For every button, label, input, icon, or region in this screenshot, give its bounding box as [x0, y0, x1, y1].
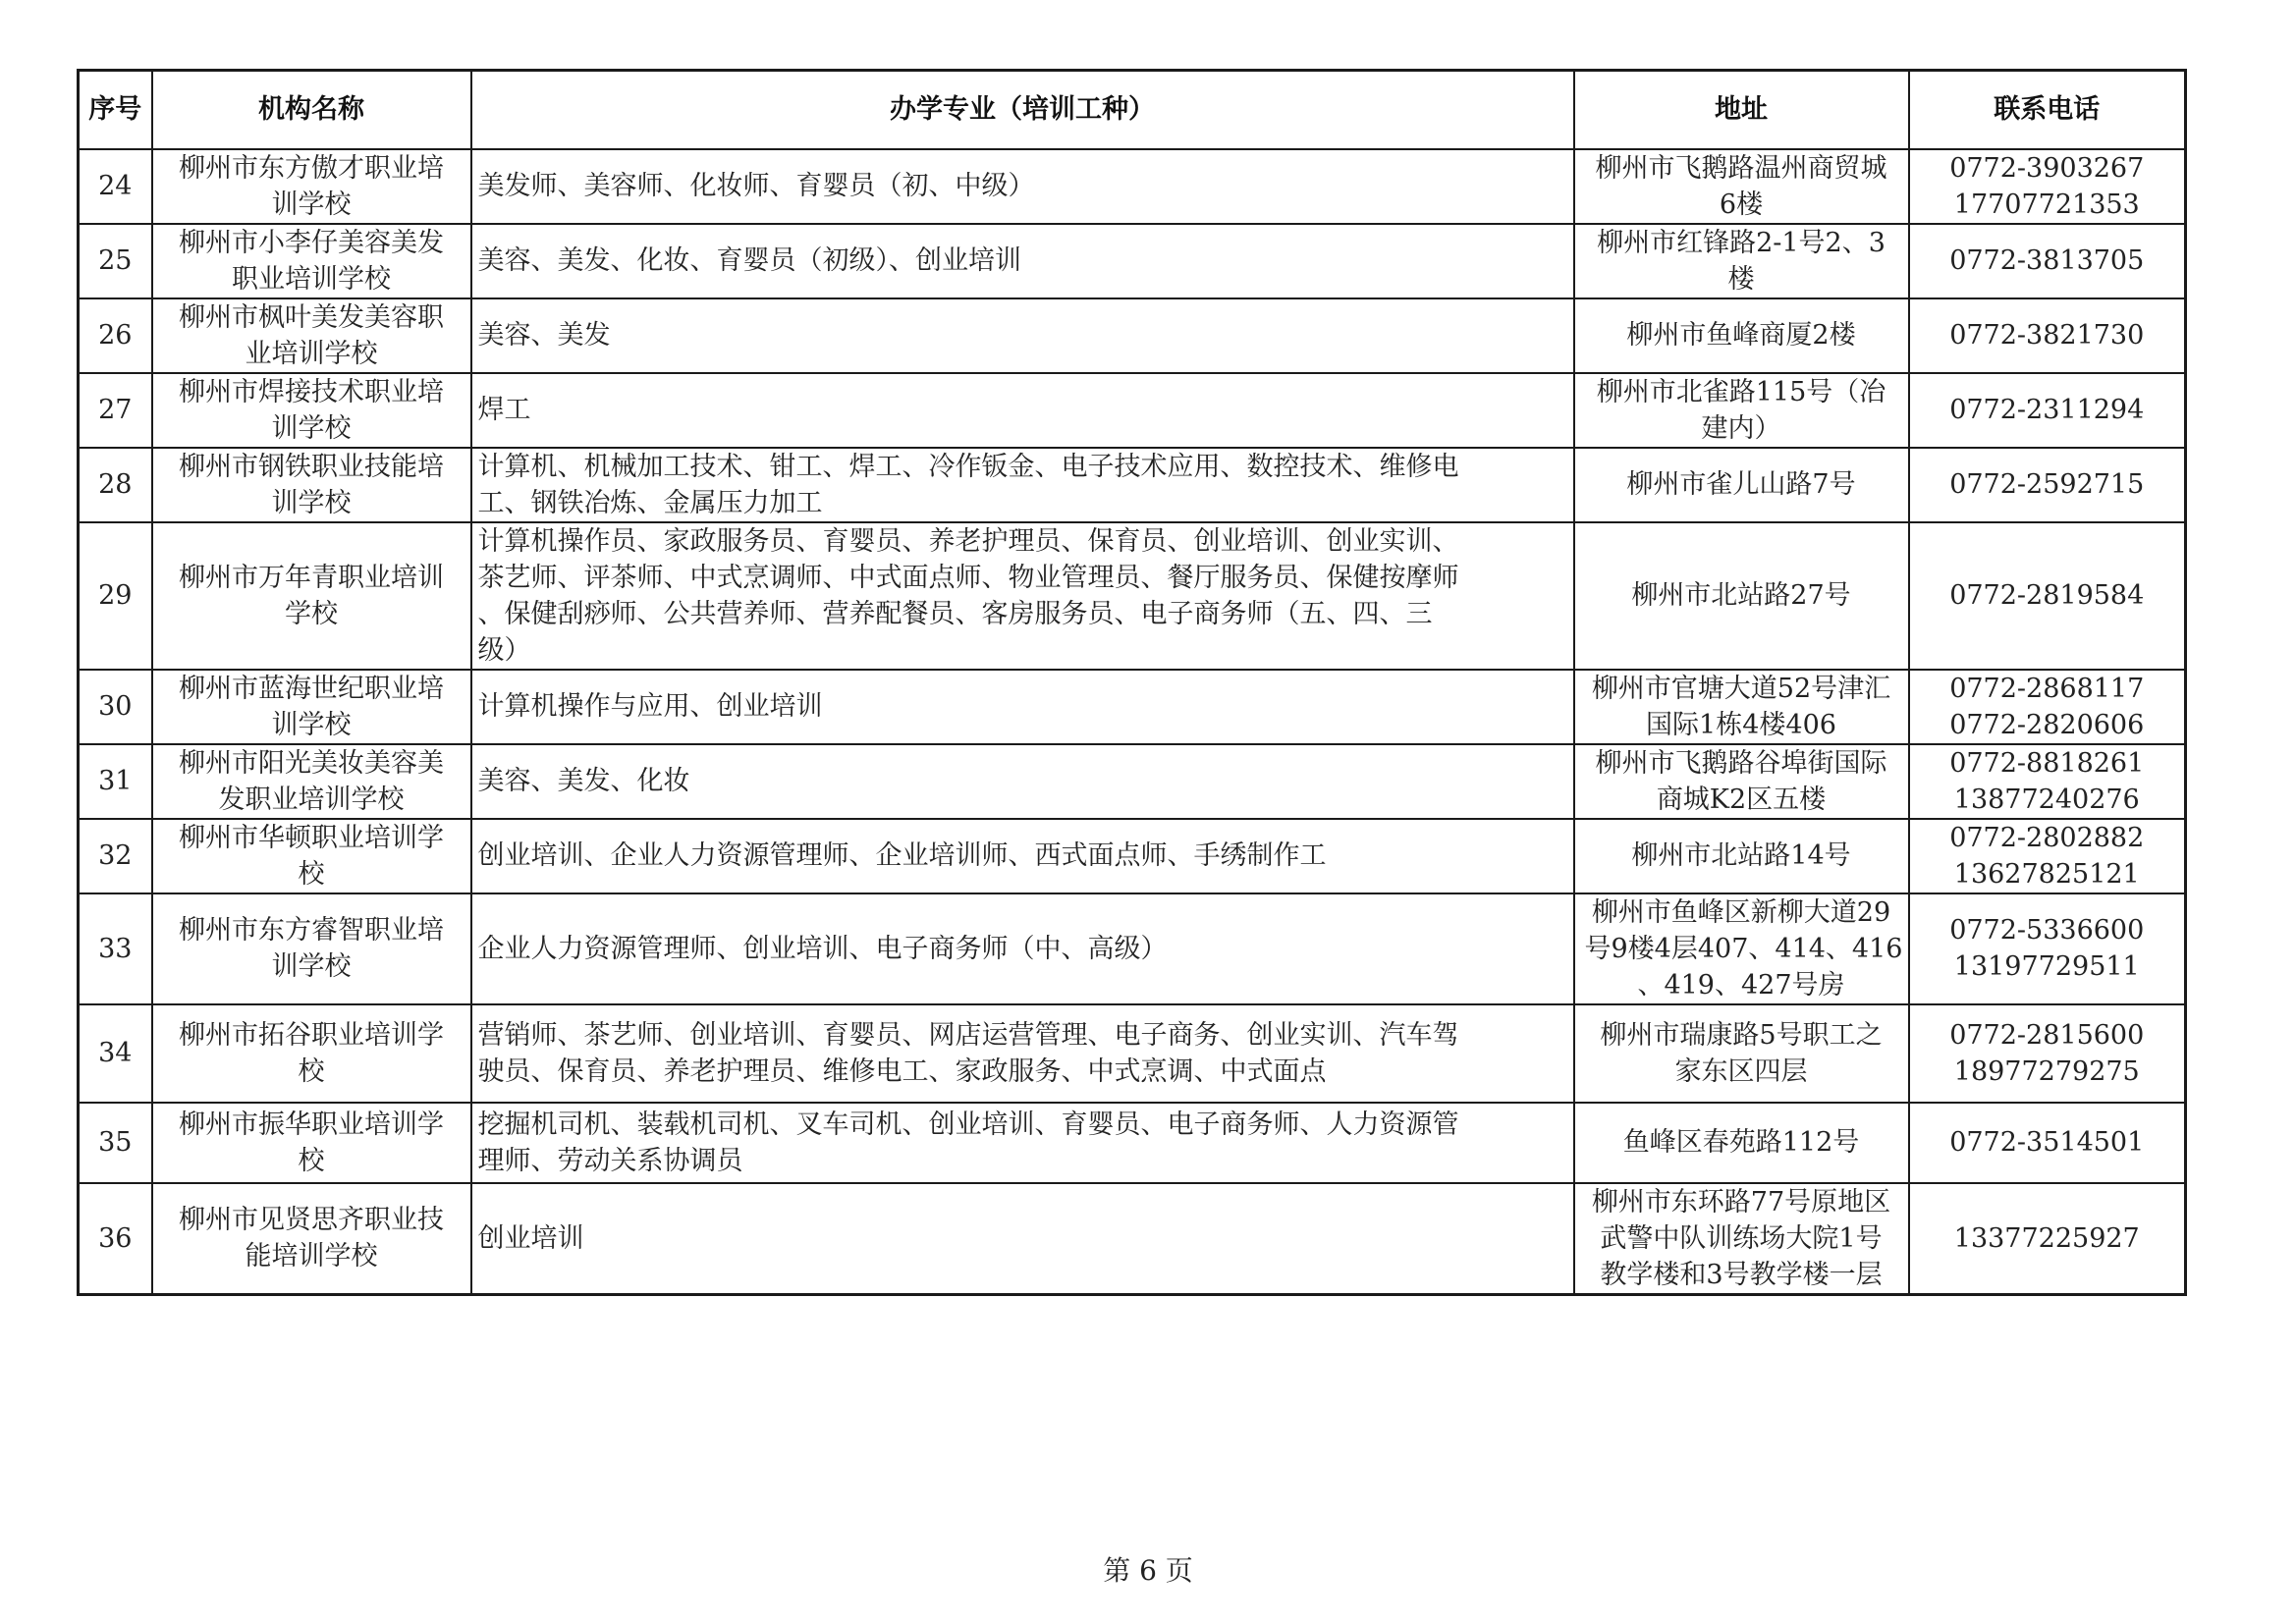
cell-no: 34 — [79, 1004, 152, 1103]
table-row — [79, 298, 2186, 373]
cell-specialty-line: 营销师、茶艺师、创业培训、育婴员、网店运营管理、电子商务、创业实训、汽车驾 — [477, 1019, 1459, 1051]
cell-address-line: 柳州市飞鹅路温州商贸城 — [1595, 152, 1887, 184]
cell-specialty-line: 茶艺师、评茶师、中式烹调师、中式面点师、物业管理员、餐厅服务员、保健按摩师 — [477, 562, 1459, 593]
cell-institution-name — [152, 1183, 471, 1295]
cell-no: 24 — [79, 149, 152, 224]
cell-institution-name — [152, 893, 471, 1004]
cell-specialty — [471, 1004, 1574, 1103]
header-phone: 联系电话 — [1909, 71, 2186, 149]
cell-specialty — [471, 448, 1574, 522]
cell-address — [1574, 1004, 1909, 1103]
cell-phone-line: 0772-5336600 — [1949, 915, 2145, 946]
cell-institution-name-line: 柳州市万年青职业培训 — [179, 562, 444, 593]
cell-specialty-line: 美容、美发、化妆 — [477, 766, 690, 796]
cell-phone-line: 0772-2820606 — [1949, 709, 2145, 740]
cell-address — [1574, 298, 1909, 373]
cell-specialty-line: 理师、劳动关系协调员 — [477, 1145, 743, 1176]
cell-address — [1574, 224, 1909, 298]
cell-address-line: 号9楼4层407、414、416 — [1584, 933, 1903, 964]
cell-phone-line: 0772-2815600 — [1949, 1019, 2145, 1051]
cell-address-line: 楼 — [1727, 263, 1755, 295]
cell-address-line: 柳州市北站路27号 — [1631, 580, 1851, 611]
cell-phone-line: 17707721353 — [1953, 189, 2140, 220]
cell-specialty — [471, 819, 1574, 893]
cell-no: 32 — [79, 819, 152, 893]
cell-institution-name — [152, 448, 471, 522]
cell-no: 26 — [79, 298, 152, 373]
cell-specialty-line: 创业培训、企业人力资源管理师、企业培训师、西式面点师、手绣制作工 — [477, 840, 1327, 871]
cell-institution-name-line: 校 — [298, 1055, 325, 1087]
cell-address-line: 柳州市鱼峰区新柳大道29 — [1591, 896, 1891, 928]
cell-specialty-line: 美容、美发、化妆、育婴员（初级）、创业培训 — [477, 245, 1021, 276]
cell-specialty — [471, 1103, 1574, 1183]
cell-no: 29 — [79, 522, 152, 670]
cell-institution-name-line: 发职业培训学校 — [218, 784, 405, 815]
cell-phone — [1909, 1183, 2186, 1295]
cell-phone — [1909, 1103, 2186, 1183]
cell-institution-name-line: 柳州市蓝海世纪职业培 — [179, 673, 444, 704]
cell-address-line: 柳州市瑞康路5号职工之 — [1600, 1019, 1883, 1051]
cell-phone — [1909, 1004, 2186, 1103]
table-row — [79, 670, 2186, 744]
cell-address — [1574, 373, 1909, 448]
cell-specialty-line: 美发师、美容师、化妆师、育婴员（初、中级） — [477, 171, 1035, 201]
cell-institution-name-line: 柳州市阳光美妆美容美 — [179, 747, 444, 779]
cell-specialty-line: 计算机、机械加工技术、钳工、焊工、冷作钣金、电子技术应用、数控技术、维修电 — [477, 451, 1459, 482]
cell-specialty-line: 工、钢铁冶炼、金属压力加工 — [477, 487, 823, 518]
cell-address — [1574, 670, 1909, 744]
table-row — [79, 893, 2186, 1004]
cell-institution-name-line: 训学校 — [271, 189, 352, 220]
table-row — [79, 1004, 2186, 1103]
cell-address — [1574, 149, 1909, 224]
cell-specialty — [471, 670, 1574, 744]
cell-phone — [1909, 819, 2186, 893]
cell-specialty-line: 级） — [477, 634, 531, 666]
table-row — [79, 149, 2186, 224]
table-row — [79, 224, 2186, 298]
cell-specialty-line: 创业培训 — [477, 1222, 584, 1254]
cell-institution-name-line: 柳州市钢铁职业技能培 — [179, 451, 444, 482]
cell-specialty-line: 美容、美发 — [477, 320, 611, 351]
cell-institution-name-line: 柳州市小李仔美容美发 — [179, 227, 444, 258]
cell-institution-name — [152, 224, 471, 298]
cell-institution-name-line: 柳州市枫叶美发美容职 — [179, 301, 444, 333]
cell-phone-line: 0772-2592715 — [1949, 469, 2145, 500]
table-row — [79, 1103, 2186, 1183]
cell-institution-name-line: 柳州市东方傲才职业培 — [179, 152, 444, 184]
header-row — [79, 71, 2186, 149]
cell-address — [1574, 1103, 1909, 1183]
cell-institution-name-line: 柳州市华顿职业培训学 — [179, 822, 444, 853]
cell-phone-line: 13627825121 — [1953, 858, 2140, 890]
cell-institution-name — [152, 373, 471, 448]
header-specialty: 办学专业（培训工种） — [471, 71, 1574, 149]
cell-specialty-line: 驶员、保育员、养老护理员、维修电工、家政服务、中式烹调、中式面点 — [477, 1055, 1327, 1087]
cell-no: 31 — [79, 744, 152, 819]
cell-institution-name — [152, 819, 471, 893]
table-row — [79, 448, 2186, 522]
table-row — [79, 819, 2186, 893]
cell-institution-name-line: 训学校 — [271, 709, 352, 740]
cell-institution-name-line: 柳州市东方睿智职业培 — [179, 915, 444, 946]
cell-institution-name-line: 训学校 — [271, 487, 352, 518]
page-number: 第 6 页 — [1103, 1554, 1193, 1587]
cell-phone-line: 18977279275 — [1953, 1055, 2140, 1087]
cell-institution-name-line: 校 — [298, 1145, 325, 1176]
cell-institution-name-line: 柳州市振华职业培训学 — [179, 1109, 444, 1140]
cell-address-line: 6楼 — [1719, 189, 1764, 220]
cell-address — [1574, 448, 1909, 522]
cell-phone-line: 0772-2802882 — [1949, 822, 2145, 853]
cell-address-line: 鱼峰区春苑路112号 — [1622, 1127, 1860, 1158]
cell-address-line: 建内） — [1701, 412, 1781, 444]
cell-institution-name-line: 柳州市焊接技术职业培 — [179, 376, 444, 407]
cell-phone-line: 0772-8818261 — [1949, 747, 2145, 779]
cell-specialty — [471, 298, 1574, 373]
cell-specialty-line: 挖掘机司机、装载机司机、叉车司机、创业培训、育婴员、电子商务师、人力资源管 — [477, 1109, 1459, 1140]
cell-specialty-line: 计算机操作与应用、创业培训 — [477, 691, 823, 722]
cell-specialty — [471, 149, 1574, 224]
cell-specialty-line: 计算机操作员、家政服务员、育婴员、养老护理员、保育员、创业培训、创业实训、 — [477, 525, 1459, 557]
cell-address-line: 柳州市鱼峰商厦2楼 — [1626, 320, 1856, 351]
cell-address-line: 柳州市北站路14号 — [1631, 840, 1851, 871]
cell-specialty — [471, 224, 1574, 298]
cell-phone-line: 0772-3821730 — [1949, 320, 2145, 351]
cell-institution-name-line: 学校 — [285, 598, 338, 629]
header-address: 地址 — [1574, 71, 1909, 149]
cell-institution-name-line: 柳州市拓谷职业培训学 — [179, 1019, 444, 1051]
cell-institution-name — [152, 522, 471, 670]
cell-institution-name-line: 训学校 — [271, 412, 352, 444]
cell-phone-line: 0772-2868117 — [1949, 673, 2145, 704]
cell-specialty — [471, 1183, 1574, 1295]
cell-specialty — [471, 893, 1574, 1004]
cell-no: 27 — [79, 373, 152, 448]
cell-address — [1574, 744, 1909, 819]
cell-address-line: 国际1栋4楼406 — [1646, 709, 1836, 740]
header-name: 机构名称 — [152, 71, 471, 149]
cell-specialty — [471, 744, 1574, 819]
cell-phone — [1909, 224, 2186, 298]
cell-institution-name-line: 柳州市见贤思齐职业技 — [179, 1205, 444, 1235]
cell-no: 36 — [79, 1183, 152, 1295]
cell-phone-line: 13377225927 — [1953, 1222, 2140, 1254]
cell-phone — [1909, 149, 2186, 224]
cell-no: 33 — [79, 893, 152, 1004]
cell-address-line: 教学楼和3号教学楼一层 — [1600, 1259, 1883, 1290]
table-header — [79, 71, 2186, 149]
cell-phone-line: 0772-3514501 — [1949, 1127, 2145, 1158]
cell-institution-name-line: 能培训学校 — [245, 1241, 378, 1271]
cell-phone-line: 0772-3813705 — [1949, 245, 2145, 276]
cell-specialty — [471, 373, 1574, 448]
cell-address-line: 柳州市飞鹅路谷埠街国际 — [1595, 747, 1887, 779]
cell-institution-name — [152, 744, 471, 819]
cell-phone-line: 0772-2311294 — [1949, 395, 2145, 425]
table-row — [79, 1183, 2186, 1295]
table-row — [79, 744, 2186, 819]
cell-no: 25 — [79, 224, 152, 298]
table-row — [79, 522, 2186, 670]
cell-address — [1574, 819, 1909, 893]
cell-address-line: 武警中队训练场大院1号 — [1600, 1222, 1883, 1254]
cell-phone-line: 0772-3903267 — [1949, 152, 2145, 184]
training-schools-table — [77, 69, 2187, 1296]
cell-address-line: 家东区四层 — [1674, 1055, 1808, 1087]
cell-address-line: 柳州市东环路77号原地区 — [1591, 1186, 1891, 1217]
cell-address — [1574, 522, 1909, 670]
cell-specialty — [471, 522, 1574, 670]
cell-address-line: 商城K2区五楼 — [1656, 784, 1827, 815]
cell-address-line: 柳州市雀儿山路7号 — [1626, 469, 1856, 500]
cell-phone — [1909, 744, 2186, 819]
cell-specialty-line: 、保健刮痧师、公共营养师、营养配餐员、客房服务员、电子商务师（五、四、三 — [477, 598, 1433, 629]
cell-phone-line: 0772-2819584 — [1949, 580, 2145, 611]
table-body — [79, 149, 2186, 1295]
cell-institution-name — [152, 670, 471, 744]
cell-no: 28 — [79, 448, 152, 522]
cell-institution-name-line: 校 — [298, 858, 325, 890]
cell-institution-name — [152, 1103, 471, 1183]
cell-address — [1574, 1183, 1909, 1295]
table-row — [79, 373, 2186, 448]
cell-address-line: 、419、427号房 — [1637, 969, 1845, 1001]
cell-institution-name — [152, 1004, 471, 1103]
cell-specialty-line: 焊工 — [477, 395, 531, 425]
cell-institution-name-line: 训学校 — [271, 951, 352, 982]
cell-no: 30 — [79, 670, 152, 744]
cell-institution-name-line: 职业培训学校 — [232, 263, 391, 295]
cell-institution-name — [152, 298, 471, 373]
cell-address — [1574, 893, 1909, 1004]
cell-address-line: 柳州市红锋路2-1号2、3 — [1597, 227, 1886, 258]
header-no: 序号 — [79, 71, 152, 149]
cell-phone — [1909, 298, 2186, 373]
cell-phone — [1909, 448, 2186, 522]
cell-address-line: 柳州市北雀路115号（冶 — [1596, 376, 1886, 407]
cell-institution-name — [152, 149, 471, 224]
cell-address-line: 柳州市官塘大道52号津汇 — [1591, 673, 1891, 704]
cell-specialty-line: 企业人力资源管理师、创业培训、电子商务师（中、高级） — [477, 933, 1168, 964]
cell-phone — [1909, 522, 2186, 670]
cell-phone — [1909, 670, 2186, 744]
cell-institution-name-line: 业培训学校 — [245, 338, 378, 369]
cell-phone — [1909, 893, 2186, 1004]
cell-phone-line: 13197729511 — [1953, 951, 2140, 982]
cell-phone-line: 13877240276 — [1953, 784, 2140, 815]
cell-phone — [1909, 373, 2186, 448]
cell-no: 35 — [79, 1103, 152, 1183]
